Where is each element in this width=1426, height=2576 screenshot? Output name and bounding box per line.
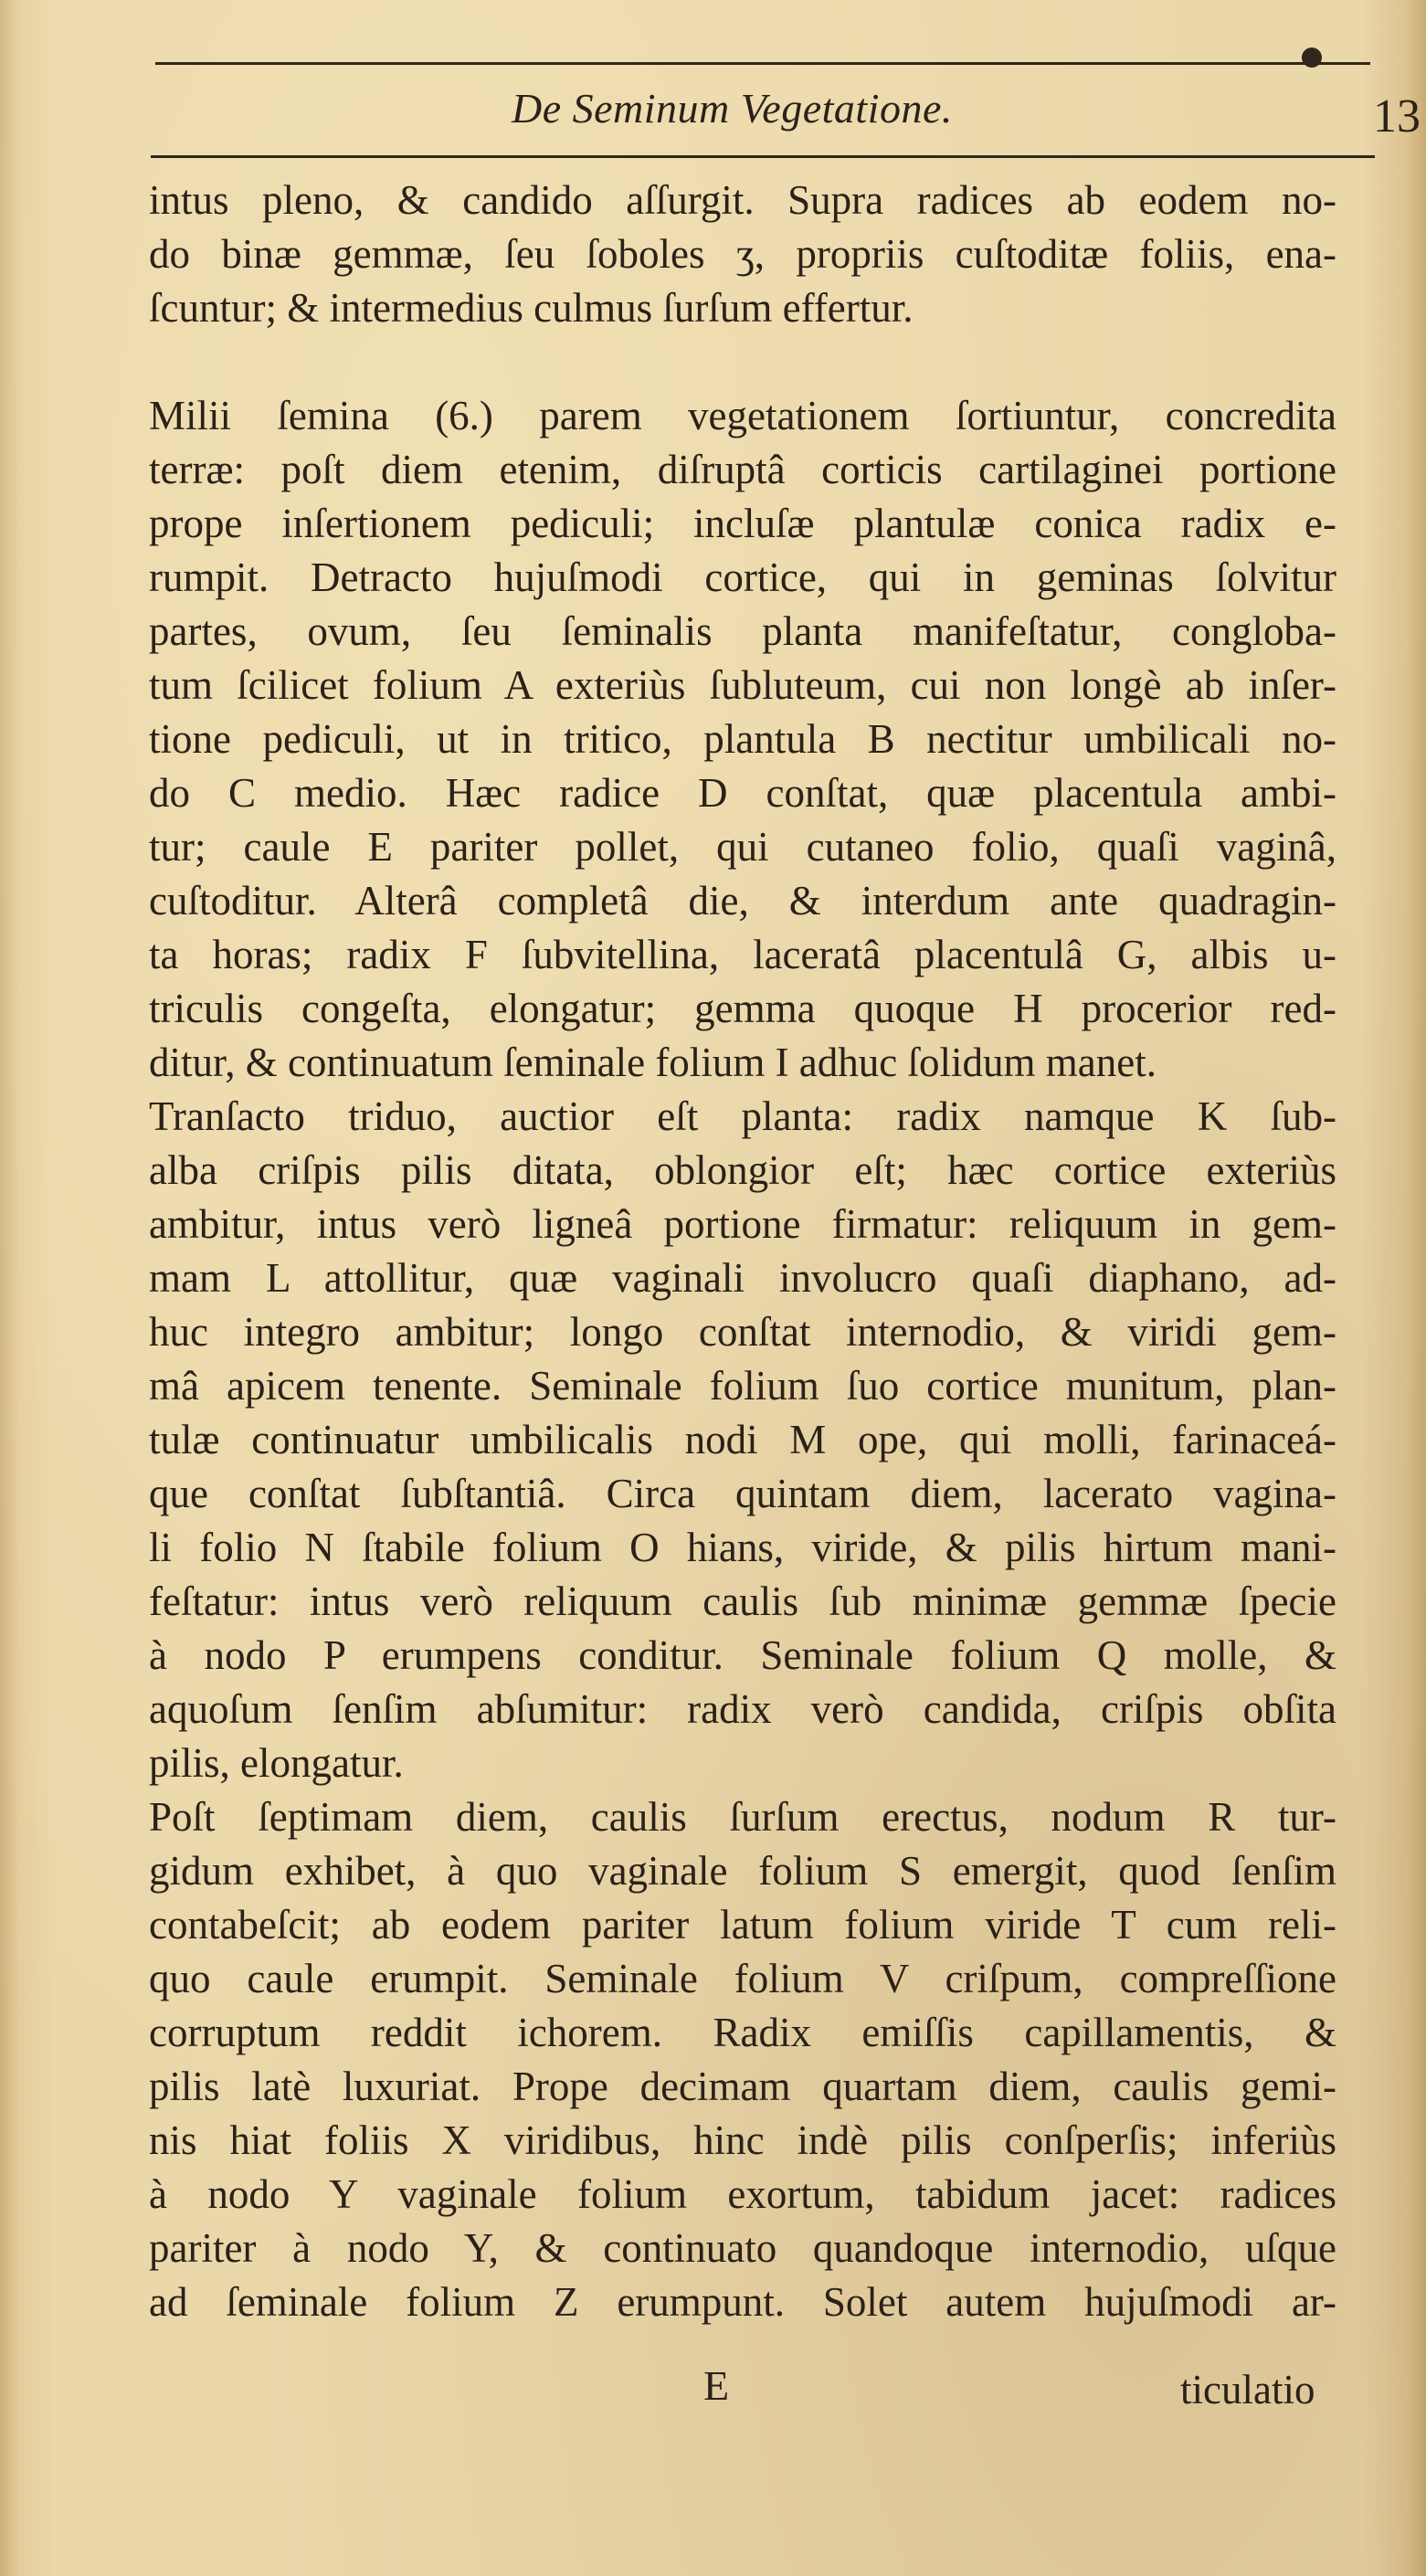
text-line: que conſtat ſubſtantiâ. Circa quintam diem, lacerato vagina- (149, 1471, 1336, 1516)
text-line: do C medio. Hæc radice D conſtat, quæ placentula ambi- (149, 770, 1336, 816)
text-line: pilis, elongatur. (149, 1740, 404, 1786)
text-line: à nodo Y vaginale folium exortum, tabidum jacet: radices (149, 2171, 1336, 2217)
text-line: corruptum reddit ichorem. Radix emiſſis capillamentis, & (149, 2010, 1336, 2055)
text-line: intus pleno, & candido aſſurgit. Supra radices ab eodem no- (149, 177, 1336, 223)
text-line: prope inſertionem pediculi; incluſæ plantulæ conica radix e- (149, 501, 1336, 546)
text-line: nis hiat foliis X viridibus, hinc indè pilis conſperſis; inferiùs (149, 2117, 1336, 2163)
text-line: alba criſpis pilis ditata, oblongior eſt; hæc cortice exteriùs (149, 1147, 1336, 1193)
text-line: cuſtoditur. Alterâ completâ die, & interdum ante quadragin- (149, 878, 1336, 924)
running-head: De Seminum Vegetatione. (512, 85, 953, 132)
page-number: 13 (1373, 90, 1421, 143)
text-line: terræ: poſt diem etenim, diſruptâ corticis cartilaginei portione (149, 447, 1336, 492)
header-rule-top (155, 62, 1370, 65)
text-line: ditur, & continuatum ſeminale folium I adhuc ſolidum manet. (149, 1040, 1157, 1085)
header-rule-bottom (151, 155, 1375, 158)
text-line: feſtatur: intus verò reliquum caulis ſub minimæ gemmæ ſpecie (149, 1578, 1336, 1624)
text-line: tione pediculi, ut in tritico, plantula B nectitur umbilicali no- (149, 716, 1336, 762)
text-line: tum ſcilicet folium A exteriùs ſubluteum, cui non longè ab inſer- (149, 662, 1336, 708)
text-line: ta horas; radix F ſubvitellina, laceratâ placentulâ G, albis u- (149, 932, 1336, 977)
text-line: pilis latè luxuriat. Prope decimam quartam diem, caulis gemi- (149, 2064, 1336, 2109)
text-line: mam L attollitur, quæ vaginali involucro quaſi diaphano, ad- (149, 1255, 1336, 1301)
text-line: ad ſeminale folium Z erumpunt. Solet autem hujuſmodi ar- (149, 2279, 1336, 2325)
body-text (149, 174, 1336, 2329)
text-line: partes, ovum, ſeu ſeminalis planta manifeſtatur, congloba- (149, 608, 1336, 654)
text-line: aquoſum ſenſim abſumitur: radix verò candida, criſpis obſita (149, 1686, 1336, 1732)
text-line: triculis congeſta, elongatur; gemma quoque H procerior red- (149, 986, 1336, 1031)
text-line: ambitur, intus verò ligneâ portione firmatur: reliquum in gem- (149, 1201, 1336, 1247)
text-line: pariter à nodo Y, & continuato quandoque internodio, uſque (149, 2225, 1336, 2271)
text-line: contabeſcit; ab eodem pariter latum folium viride T cum reli- (149, 1902, 1336, 1948)
text-line: do binæ gemmæ, ſeu ſoboles ʒ, propriis cuſtoditæ foliis, ena- (149, 231, 1336, 277)
text-line: rumpit. Detracto hujuſmodi cortice, qui in geminas ſolvitur (149, 554, 1336, 600)
text-line: gidum exhibet, à quo vaginale folium S emergit, quod ſenſim (149, 1848, 1336, 1894)
signature-mark: E (703, 2362, 730, 2409)
text-line: quo caule erumpit. Seminale folium V criſpum, compreſſione (149, 1956, 1336, 2001)
text-line: li folio N ſtabile folium O hians, viride, & pilis hirtum mani- (149, 1525, 1336, 1570)
text-line: à nodo P erumpens conditur. Seminale folium Q molle, & (149, 1632, 1336, 1678)
text-line: ſcuntur; & intermedius culmus ſurſum effertur. (149, 285, 914, 331)
text-line: mâ apicem tenente. Seminale folium ſuo cortice munitum, plan- (149, 1363, 1336, 1409)
text-line: Milii ſemina (6.) parem vegetationem ſortiuntur, concredita (149, 393, 1336, 438)
text-line: Tranſacto triduo, auctior eſt planta: radix namque K ſub- (149, 1093, 1336, 1139)
text-line: tulæ continuatur umbilicalis nodi M ope, qui molli, farinaceá- (149, 1417, 1336, 1462)
text-line: tur; caule E pariter pollet, qui cutaneo folio, quaſi vaginâ, (149, 824, 1336, 870)
text-line: huc integro ambitur; longo conſtat internodio, & viridi gem- (149, 1309, 1336, 1355)
text-line: Poſt ſeptimam diem, caulis ſurſum erectus, nodum R tur- (149, 1794, 1336, 1840)
catchword: ticulatio (1180, 2367, 1315, 2412)
